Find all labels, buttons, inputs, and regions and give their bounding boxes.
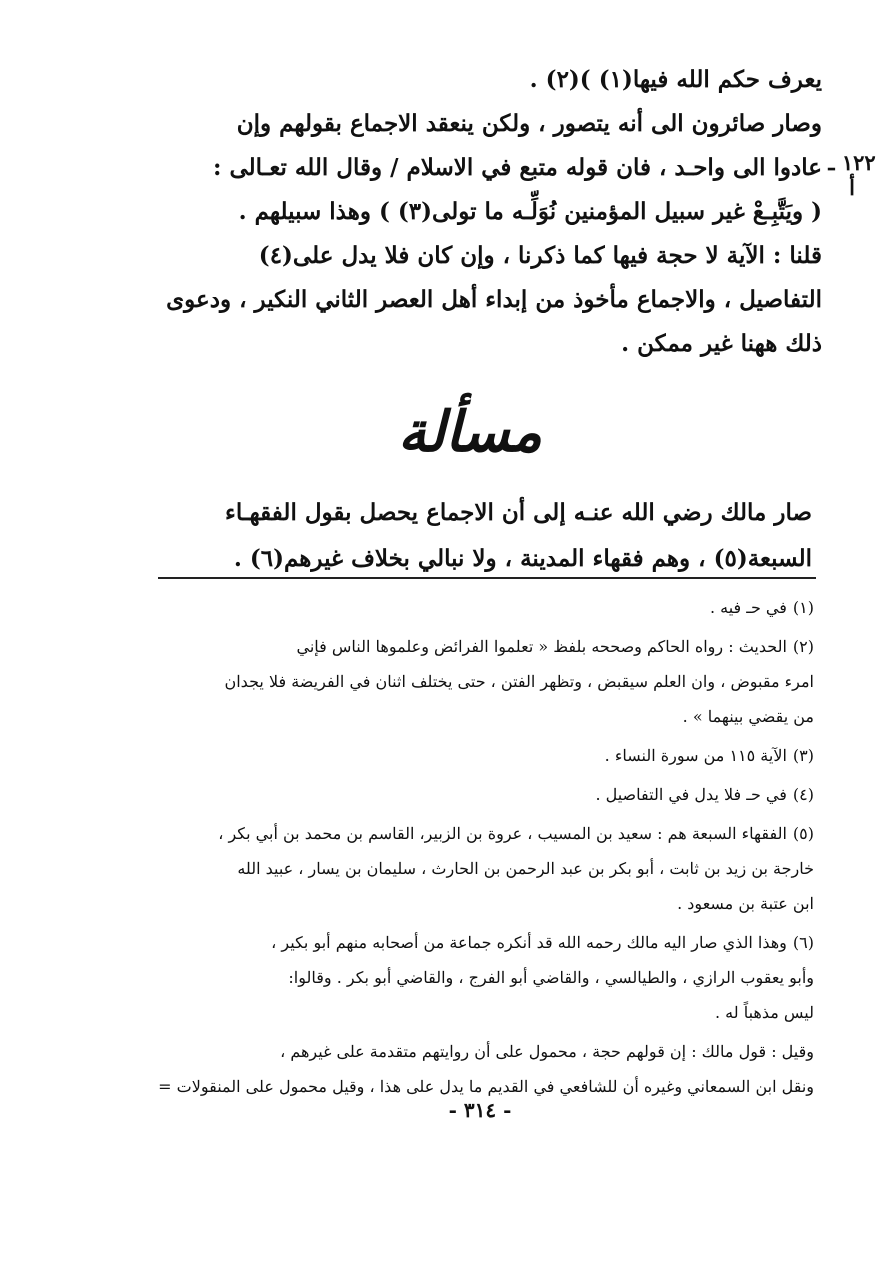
- text-line: السبعة(٥) ، وهم فقهاء المدينة ، ولا نبالي بخلاف غيرهم(٦) .: [233, 545, 812, 572]
- footnote: [158, 629, 814, 734]
- footnote-number: (١): [792, 598, 814, 617]
- manuscript-folio-note: ١٢٢ ـ أ: [828, 150, 876, 200]
- footnote: [158, 590, 814, 625]
- text-line: عادوا الى واحـد ، فان قوله متبع في الاسلام / وقال الله تعـالى :: [212, 154, 822, 181]
- footnote-text: ونقل ابن السمعاني وغيره أن للشافعي في القديم ما يدل على هذا ، وقيل محمول على المنقولات =: [158, 1077, 814, 1096]
- footnote-number: (٣): [792, 746, 814, 765]
- footnote-text: امرء مقبوض ، وان العلم سيقبض ، وتظهر الفتن ، حتى يختلف اثنان في الفريضة فلا يجدان: [224, 672, 814, 691]
- footnote-text: وأبو يعقوب الرازي ، والطيالسي ، والقاضي أبو الفرج ، والقاضي أبو بكر . وقالوا:: [288, 968, 814, 987]
- text-line: قلنا : الآية لا حجة فيها كما ذكرنا ، وإن كان فلا يدل على(٤): [258, 242, 822, 269]
- text-line: يعرف حكم الله فيها(١) )(٢) .: [529, 66, 822, 93]
- footnote-text: في حـ فيه .: [709, 598, 787, 617]
- footnote-divider: [158, 577, 816, 579]
- section-heading: مسألة: [397, 399, 543, 465]
- footnote-text: ابن عتبة بن مسعود .: [677, 894, 814, 913]
- footnote-text: ليس مذهباً له .: [714, 1003, 814, 1022]
- footnote-continuation: [158, 1034, 814, 1104]
- footnotes: [158, 590, 814, 1108]
- footnote-text: من يقضي بينهما » .: [682, 707, 814, 726]
- footnote: [158, 925, 814, 1030]
- footnote-number: (٤): [792, 785, 814, 804]
- page-number: - ٣١٤ -: [448, 1098, 512, 1122]
- section-text: [158, 490, 812, 582]
- footnote-text: الحديث : رواه الحاكم وصححه بلفظ « تعلموا الفرائض وعلموها الناس فإني: [296, 637, 787, 656]
- text-line: صار مالك رضي الله عنـه إلى أن الاجماع يحصل بقول الفقهـاء: [225, 499, 812, 526]
- footnote-text: وهذا الذي صار اليه مالك رحمه الله قد أنكره جماعة من أصحابه منهم أبو بكير ،: [271, 933, 787, 952]
- footnote-number: (٥): [792, 824, 814, 843]
- text-line: ذلك ههنا غير ممكن .: [621, 330, 822, 357]
- footnote-text: خارجة بن زيد بن ثابت ، أبو بكر بن عبد الرحمن بن الحارث ، سليمان بن يسار ، عبيد الله: [237, 859, 814, 878]
- footnote-number: (٦): [792, 933, 814, 952]
- main-text: [158, 58, 822, 366]
- footnote-text: في حـ فلا يدل في التفاصيل .: [595, 785, 787, 804]
- footnote-number: (٢): [792, 637, 814, 656]
- footnote-text: الفقهاء السبعة هم : سعيد بن المسيب ، عروة بن الزبير، القاسم بن محمد بن أبي بكر ،: [218, 824, 787, 843]
- footnote-text: وقيل : قول مالك : إن قولهم حجة ، محمول على أن روايتهم متقدمة على غيرهم ،: [280, 1042, 814, 1061]
- footnote: [158, 738, 814, 773]
- text-line: وصار صائرون الى أنه يتصور ، ولكن ينعقد الاجماع بقولهم وإن: [236, 110, 822, 137]
- footnote-text: الآية ١١٥ من سورة النساء .: [604, 746, 787, 765]
- text-line: التفاصيل ، والاجماع مأخوذ من إبداء أهل العصر الثاني النكير ، ودعوى: [166, 286, 822, 313]
- footnote: [158, 816, 814, 921]
- footnote: [158, 777, 814, 812]
- text-line: ( ويَتَّبِـعْ غير سبيل المؤمنين نُوَلِّـه ما تولى(٣) ) وهذا سبيلهم .: [238, 198, 822, 225]
